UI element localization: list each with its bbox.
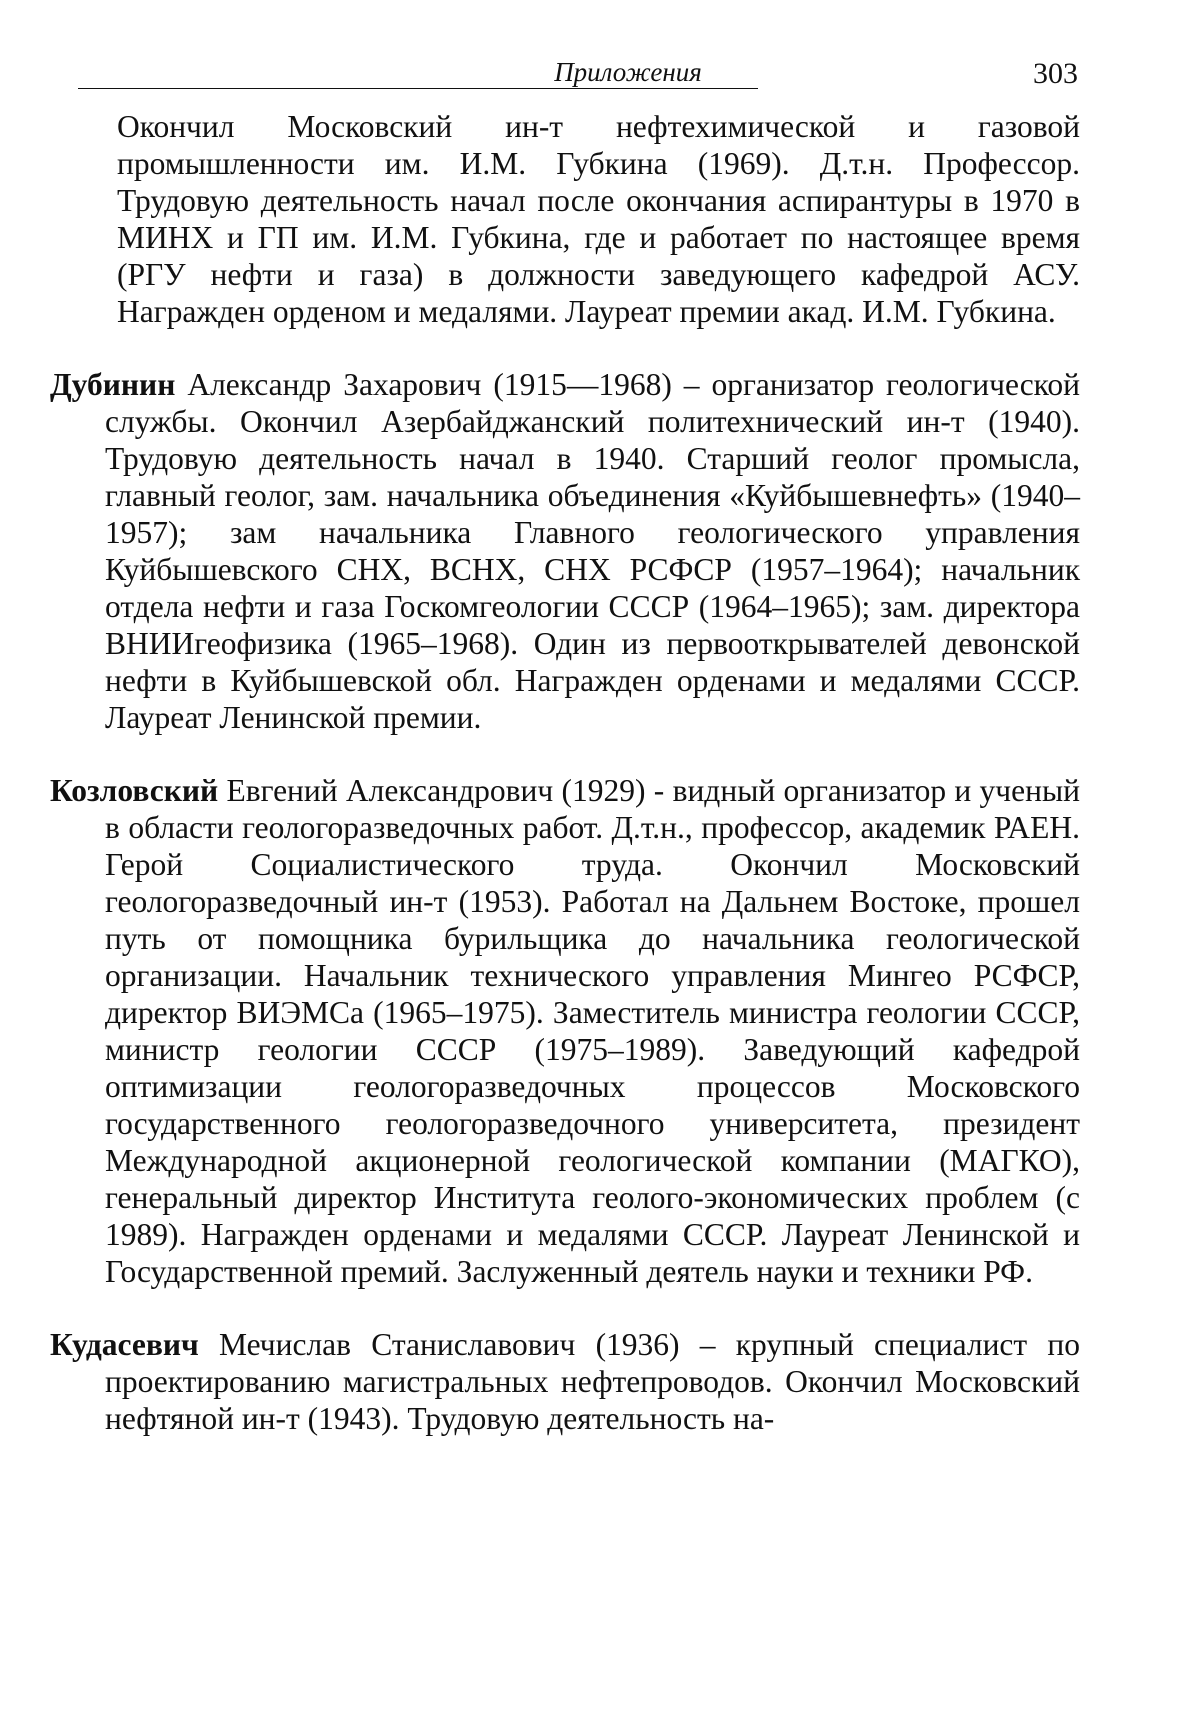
entry-kozlovsky [50,772,1080,1290]
entry-dubinin [50,366,1080,736]
entry-text: Окончил Московский ин-т нефтехимической и газовой промышленности им. И.М. Губкина (1969). Д.т.н. Профессор. Трудовую деятельность начал после окончания аспирантуры в 1970 в МИНХ и ГП им. И.М. Губкина, где и работает по настоящее время (РГУ нефти и газа) в должности заведующего кафедрой АСУ. Награжден орденом и медалями. Лауреат премии акад. И.М. Губкина. [117,109,1080,329]
entry-surname: Козловский [50,773,218,808]
entry-surname: Кудасевич [50,1327,199,1362]
entry-text: Александр Захарович (1915—1968) – организатор геологической службы. Окончил Азербайджанский политехнический ин-т (1940). Трудовую деятельность начал в 1940. Старший геолог промысла, главный геолог, зам. начальника объединения «Куйбышевнефть» (1940–1957); зам начальника Главного геологического управления Куйбышевского СНХ, ВСНХ, СНХ РСФСР (1957–1964); начальник отдела нефти и газа Госкомгеологии СССР (1964–1965); зам. директора ВНИИгеофизика (1965–1968). Один из первооткрывателей девонской нефти в Куйбышевской обл. Награжден орденами и медалями СССР. Лауреат Ленинской премии. [105,367,1080,735]
entry-text: Мечислав Станиславович (1936) – крупный специалист по проектированию магистральных нефтепроводов. Окончил Московский нефтяной ин-т (1943). Трудовую деятельность на- [105,1327,1080,1436]
page-number: 303 [1033,58,1078,90]
book-page [0,0,1200,1733]
running-head [78,48,1078,88]
header-title: Приложения [478,56,778,88]
entry-surname: Дубинин [50,367,175,402]
entry-text: Евгений Александрович (1929) - видный организатор и ученый в области геологоразведочных работ. Д.т.н., профессор, академик РАЕН. Герой Социалистического труда. Окончил Московский геологоразведочный ин-т (1953). Работал на Дальнем Востоке, прошел путь от помощника бурильщика до начальника геологической организации. Начальник технического управления Мингео РСФСР, директор ВИЭМСа (1965–1975). Заместитель министра геологии СССР, министр геологии СССР (1975–1989). Заведующий кафедрой оптимизации геологоразведочных процессов Московского государственного геологоразведочного университета, президент Международной акционерной геологической компании (МАГКО), генеральный директор Института геолого-экономических проблем (с 1989). Награжден орденами и медалями СССР. Лауреат Ленинской и Государственной премий. Заслуженный деятель науки и техники РФ. [105,773,1080,1289]
entry-kudasevich [50,1326,1080,1437]
header-rule [78,88,758,89]
entry-continuation [50,108,1080,330]
body-text [50,108,1080,1473]
